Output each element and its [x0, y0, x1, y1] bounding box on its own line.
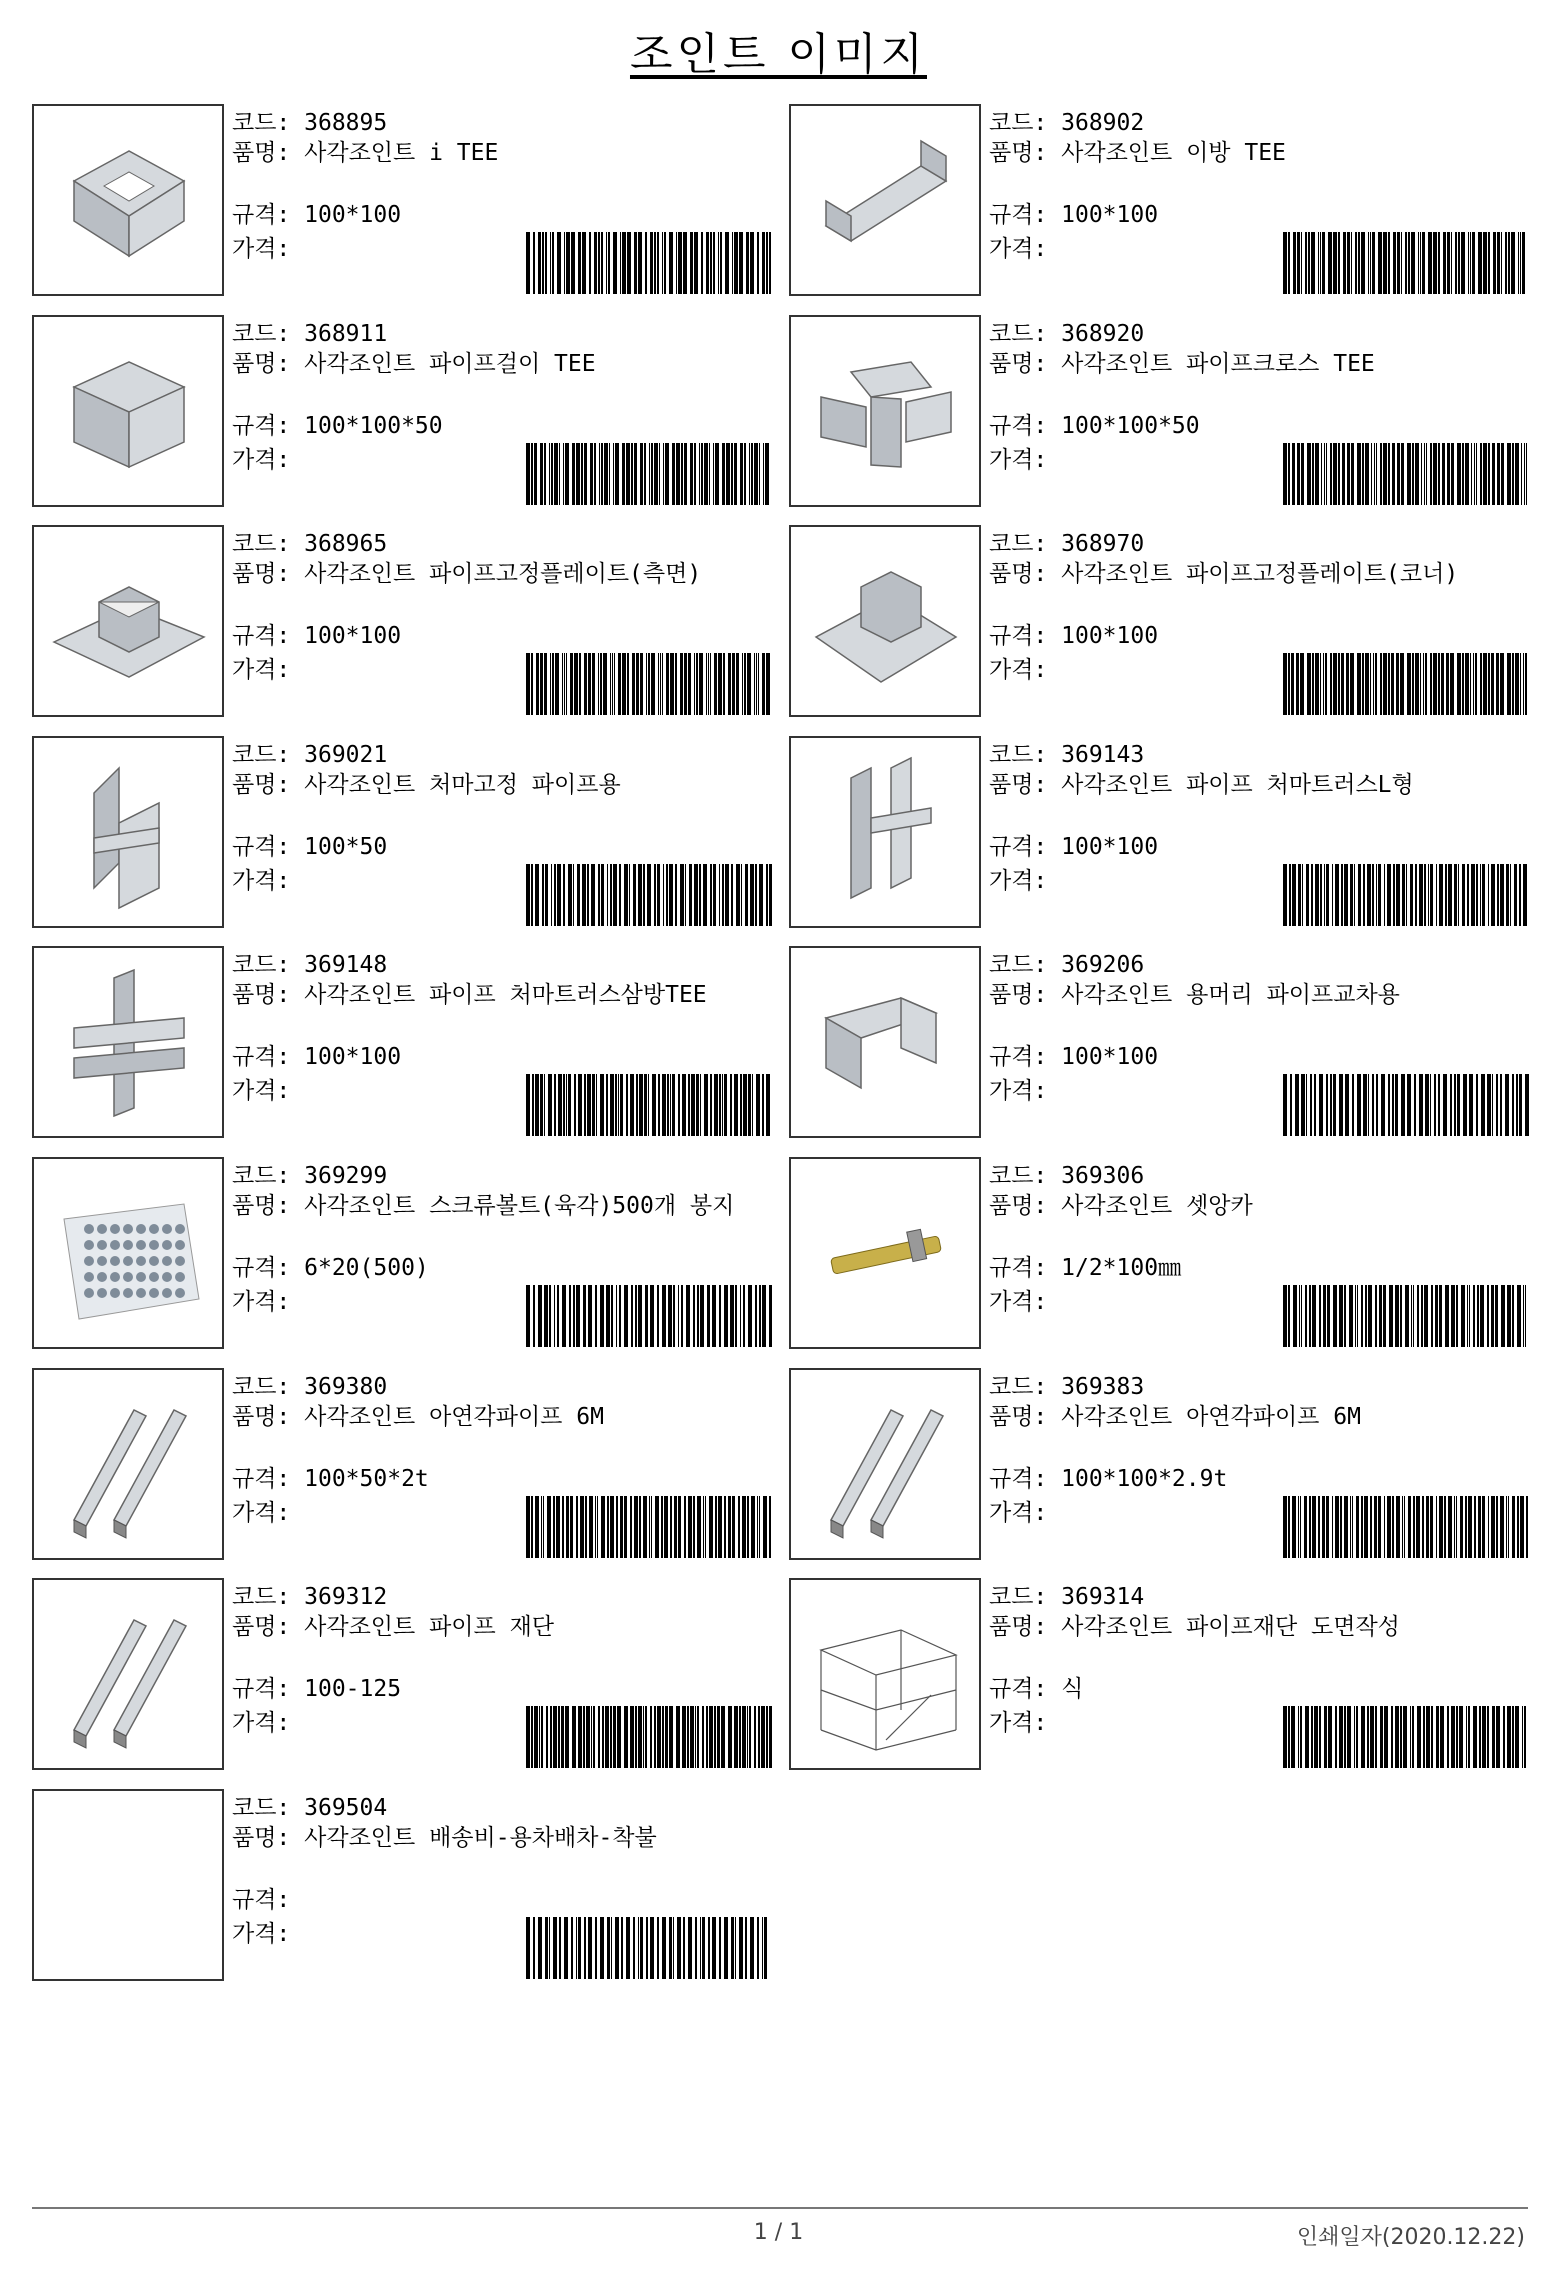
- product-thumbnail: [789, 315, 981, 507]
- product-code: 코드: 368895: [232, 110, 388, 136]
- barcode: [526, 232, 774, 294]
- square-pipe-icon: [791, 1370, 979, 1558]
- barcode: [526, 1074, 774, 1136]
- product-thumbnail: [32, 315, 224, 507]
- product-name: 품명: 사각조인트 파이프 처마트러스삼방TEE: [232, 982, 707, 1009]
- product-card: [789, 525, 1529, 717]
- product-code: 코드: 369314: [989, 1584, 1145, 1611]
- product-name: 품명: 사각조인트 아연각파이프 6M: [989, 1403, 1361, 1430]
- product-name: 품명: 사각조인트 이방 TEE: [989, 140, 1286, 166]
- product-thumbnail: [32, 1578, 224, 1770]
- product-spec: 규격: 100*100*50: [232, 412, 443, 439]
- product-name: 품명: 사각조인트 파이프고정플레이트(코너): [989, 561, 1459, 588]
- product-code: 코드: 369383: [989, 1373, 1145, 1400]
- product-price: 가격:: [232, 1078, 291, 1105]
- barcode: [1283, 1074, 1531, 1136]
- print-date: 인쇄일자(2020.12.22): [1296, 2225, 1525, 2250]
- product-code: 코드: 369306: [989, 1163, 1145, 1189]
- product-card: [32, 1368, 772, 1560]
- product-name: 품명: 사각조인트 아연각파이프 6M: [232, 1403, 604, 1430]
- barcode: [526, 1706, 774, 1768]
- product-name: 품명: 사각조인트 처마고정 파이프용: [232, 771, 621, 798]
- product-thumbnail: [32, 736, 224, 928]
- product-code: 코드: 369206: [989, 952, 1145, 979]
- barcode: [1283, 653, 1531, 715]
- product-card: [32, 104, 772, 296]
- product-name: 품명: 사각조인트 파이프크로스 TEE: [989, 350, 1375, 377]
- barcode: [526, 1285, 774, 1347]
- product-spec: 규격: 100*100: [989, 1044, 1159, 1071]
- product-thumbnail: [789, 946, 981, 1138]
- square-pipe-icon: [34, 1370, 222, 1558]
- product-thumbnail: [32, 104, 224, 296]
- product-price: 가격:: [989, 1078, 1048, 1105]
- barcode: [1283, 443, 1531, 505]
- product-thumbnail: [32, 1789, 224, 1981]
- product-thumbnail: [789, 525, 981, 717]
- product-spec: 규격: 100*100: [232, 1044, 402, 1071]
- product-price: 가격:: [232, 446, 291, 473]
- eave-clamp-icon: [34, 738, 222, 926]
- product-code: 코드: 369021: [232, 741, 388, 768]
- product-price: 가격:: [232, 867, 291, 894]
- product-price: 가격:: [989, 446, 1048, 473]
- barcode: [1283, 864, 1531, 926]
- eave-truss-tee-icon: [34, 948, 222, 1136]
- product-code: 코드: 369504: [232, 1794, 388, 1821]
- page-title: 조인트 이미지: [629, 29, 927, 80]
- barcode: [1283, 1285, 1531, 1347]
- product-name: 품명: 사각조인트 파이프재단 도면작성: [989, 1614, 1400, 1641]
- product-code: 코드: 368970: [989, 531, 1145, 558]
- product-price: 가격:: [232, 1499, 291, 1526]
- product-spec: 규격: 100*100: [232, 623, 402, 650]
- eave-truss-l-icon: [791, 738, 979, 926]
- pipe-hanger-icon: [34, 317, 222, 505]
- structure-drawing-icon: [791, 1580, 979, 1768]
- product-name: 품명: 사각조인트 파이프 처마트러스L형: [989, 771, 1414, 798]
- product-price: 가격:: [989, 1289, 1048, 1315]
- product-card: [789, 1578, 1529, 1770]
- pipe-cross-icon: [791, 317, 979, 505]
- product-price: 가격:: [989, 867, 1048, 894]
- anchor-bolt-icon: [791, 1159, 979, 1347]
- product-price: 가격:: [989, 236, 1048, 262]
- product-card: [789, 104, 1529, 296]
- barcode: [526, 443, 774, 505]
- product-name: 품명: 사각조인트 파이프 재단: [232, 1614, 555, 1641]
- product-code: 코드: 368920: [989, 320, 1145, 347]
- product-thumbnail: [789, 736, 981, 928]
- product-thumbnail: [789, 1368, 981, 1560]
- ridge-cross-icon: [791, 948, 979, 1136]
- product-thumbnail: [789, 1157, 981, 1349]
- product-code: 코드: 369380: [232, 1373, 388, 1400]
- product-price: 가격:: [232, 1920, 291, 1947]
- product-code: 코드: 368911: [232, 320, 388, 347]
- product-name: 품명: 사각조인트 셋앙카: [989, 1193, 1253, 1219]
- channel-bracket-icon: [791, 106, 979, 294]
- product-code: 코드: 368902: [989, 110, 1145, 136]
- product-card: [789, 946, 1529, 1138]
- barcode: [526, 1496, 774, 1558]
- product-code: 코드: 369143: [989, 741, 1145, 768]
- product-card: [789, 1157, 1529, 1349]
- product-spec: 규격: 1/2*100㎜: [989, 1255, 1182, 1281]
- product-card: [789, 315, 1529, 507]
- barcode: [1283, 1496, 1531, 1558]
- product-spec: 규격: 100*100: [232, 202, 402, 228]
- product-code: 코드: 369299: [232, 1163, 388, 1189]
- product-thumbnail: [32, 1368, 224, 1560]
- base-plate-corner-icon: [791, 527, 979, 715]
- product-thumbnail: [789, 104, 981, 296]
- page-number: 1 / 1: [753, 2220, 804, 2245]
- product-name: 품명: 사각조인트 파이프걸이 TEE: [232, 350, 596, 377]
- product-spec: 규격: 100-125: [232, 1676, 402, 1703]
- product-thumbnail: [789, 1578, 981, 1770]
- product-name: 품명: 사각조인트 배송비-용차배차-착불: [232, 1824, 657, 1851]
- product-card: [32, 1157, 772, 1349]
- product-card: [32, 1789, 772, 1981]
- bracket-box-icon: [34, 106, 222, 294]
- product-name: 품명: 사각조인트 스크류볼트(육각)500개 봉지: [232, 1193, 735, 1219]
- barcode: [526, 1917, 774, 1979]
- screw-bag-icon: [34, 1159, 222, 1347]
- product-price: 가격:: [989, 1499, 1048, 1526]
- product-spec: 규격: 100*100: [989, 833, 1159, 860]
- product-price: 가격:: [232, 1289, 291, 1315]
- product-spec: 규격:: [232, 1886, 291, 1913]
- product-spec: 규격: 100*50: [232, 833, 388, 860]
- product-spec: 규격: 100*100*2.9t: [989, 1465, 1228, 1492]
- product-card: [789, 736, 1529, 928]
- product-card: [789, 1368, 1529, 1560]
- product-thumbnail: [32, 1157, 224, 1349]
- product-thumbnail: [32, 946, 224, 1138]
- product-spec: 규격: 100*100: [989, 202, 1159, 228]
- product-card: [32, 736, 772, 928]
- footer-divider: [32, 2207, 1528, 2209]
- product-spec: 규격: 100*50*2t: [232, 1465, 429, 1492]
- product-card: [32, 946, 772, 1138]
- product-card: [32, 1578, 772, 1770]
- base-plate-side-icon: [34, 527, 222, 715]
- product-price: 가격:: [232, 1710, 291, 1737]
- product-name: 품명: 사각조인트 i TEE: [232, 140, 499, 166]
- barcode: [1283, 1706, 1531, 1768]
- product-price: 가격:: [232, 657, 291, 684]
- product-spec: 규격: 100*100*50: [989, 412, 1200, 439]
- product-price: 가격:: [232, 236, 291, 262]
- product-card: [32, 525, 772, 717]
- product-price: 가격:: [989, 657, 1048, 684]
- product-spec: 규격: 100*100: [989, 623, 1159, 650]
- product-code: 코드: 369148: [232, 952, 388, 979]
- product-spec: 규격: 6*20(500): [232, 1255, 429, 1281]
- product-spec: 규격: 식: [989, 1676, 1084, 1703]
- product-name: 품명: 사각조인트 파이프고정플레이트(측면): [232, 561, 702, 588]
- barcode: [526, 864, 774, 926]
- product-card: [32, 315, 772, 507]
- square-pipe-icon: [34, 1580, 222, 1768]
- barcode: [526, 653, 774, 715]
- product-price: 가격:: [989, 1710, 1048, 1737]
- barcode: [1283, 232, 1531, 294]
- product-name: 품명: 사각조인트 용머리 파이프교차용: [989, 982, 1400, 1009]
- product-code: 코드: 368965: [232, 531, 388, 558]
- product-thumbnail: [32, 525, 224, 717]
- product-code: 코드: 369312: [232, 1584, 388, 1611]
